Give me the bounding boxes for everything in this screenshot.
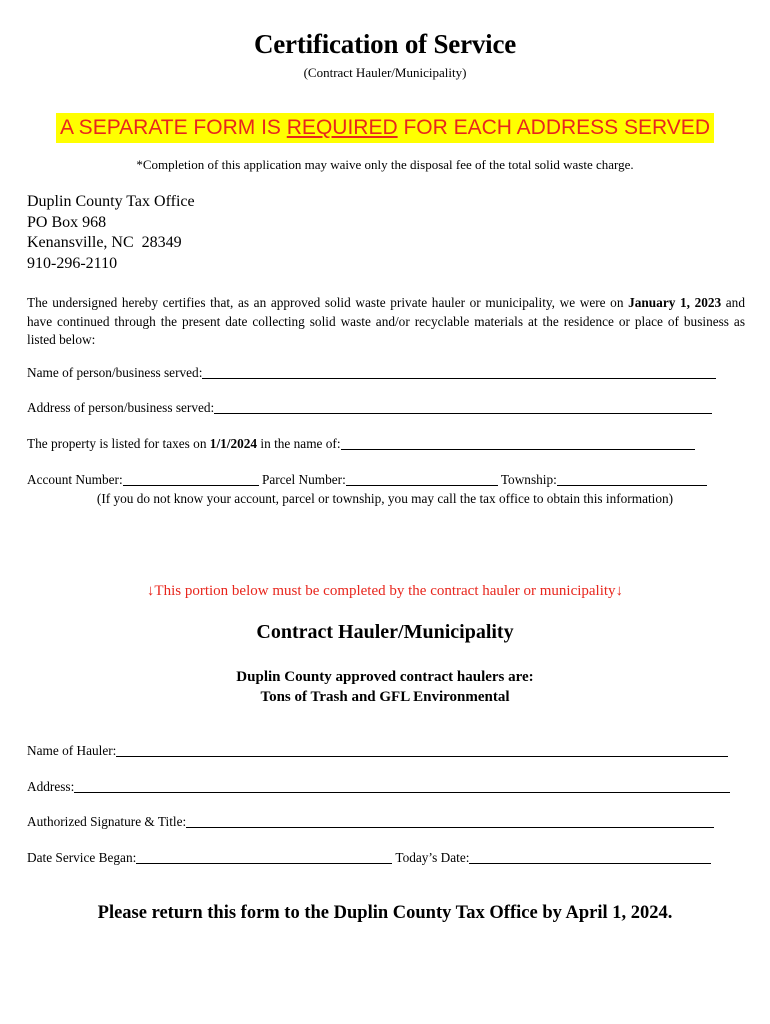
signature-label: Authorized Signature & Title: xyxy=(27,814,187,829)
help-text: (If you do not know your account, parcel or township, you may call the tax office to obtain this information) xyxy=(96,491,674,506)
banner-after: FOR EACH ADDRESS SERVED xyxy=(397,116,710,139)
served-name-line[interactable] xyxy=(202,366,716,379)
tax-name-field xyxy=(27,436,695,452)
required-banner xyxy=(0,113,770,143)
banner-before: A SEPARATE FORM IS xyxy=(60,116,287,139)
tax-label-1: The property is listed for taxes on xyxy=(27,436,210,451)
parcel-label: Parcel Number: xyxy=(258,472,346,487)
dates-field xyxy=(27,850,711,866)
signature-line[interactable] xyxy=(186,815,714,828)
hauler-address-label: Address: xyxy=(27,779,75,794)
approved-list: Tons of Trash and GFL Environmental xyxy=(260,689,510,705)
office-address xyxy=(27,192,195,274)
cert-text-1: The undersigned hereby certifies that, as an approved solid waste private hauler or municipality, we were on xyxy=(27,295,629,310)
approved-haulers xyxy=(0,667,770,707)
office-name: Duplin County Tax Office xyxy=(27,193,195,210)
account-line[interactable] xyxy=(123,473,259,486)
return-instructions: Please return this form to the Duplin County Tax Office by April 1, 2024. xyxy=(97,903,673,923)
hauler-heading: Contract Hauler/Municipality xyxy=(256,621,514,643)
form-title: Certification of Service xyxy=(253,29,517,59)
date-began-label: Date Service Began: xyxy=(27,850,137,865)
served-address-label: Address of person/business served: xyxy=(27,400,215,415)
office-box: PO Box 968 xyxy=(27,213,107,231)
township-label: Township: xyxy=(497,472,557,487)
hauler-address-field xyxy=(27,779,730,795)
township-line[interactable] xyxy=(557,473,707,486)
served-address-line[interactable] xyxy=(214,401,712,414)
approved-intro: Duplin County approved contract haulers are: xyxy=(236,669,534,685)
tax-name-line[interactable] xyxy=(341,437,695,450)
tax-date: 1/1/2024 xyxy=(209,436,258,451)
signature-field xyxy=(27,814,714,830)
banner-text xyxy=(56,113,714,143)
served-name-label: Name of person/business served: xyxy=(27,365,203,380)
hauler-instruction: ↓This portion below must be completed by the contract hauler or municipality↓ xyxy=(146,583,624,599)
date-began-line[interactable] xyxy=(136,851,392,864)
hauler-name-field xyxy=(27,743,728,759)
office-city: Kenansville, NC 28349 xyxy=(27,234,182,251)
hauler-name-label: Name of Hauler: xyxy=(27,743,117,758)
served-name-field xyxy=(27,365,716,381)
tax-label-2: in the name of: xyxy=(257,436,341,451)
todays-date-label: Today’s Date: xyxy=(392,850,470,865)
form-subtitle: (Contract Hauler/Municipality) xyxy=(303,65,467,80)
certification-paragraph xyxy=(27,294,745,350)
waiver-note: *Completion of this application may waive only the disposal fee of the total solid waste charge. xyxy=(136,157,634,172)
account-parcel-township-field xyxy=(27,472,707,488)
banner-required: REQUIRED xyxy=(286,116,398,139)
cert-text-2: and have continued through the present date collecting solid waste and/or recyclable materials at the residence or place of business as listed below: xyxy=(27,295,745,347)
cert-date: January 1, 2023 xyxy=(628,295,722,310)
hauler-name-line[interactable] xyxy=(116,744,728,757)
office-phone: 910-296-2110 xyxy=(27,254,118,272)
hauler-address-line[interactable] xyxy=(74,780,730,793)
served-address-field xyxy=(27,400,712,416)
todays-date-line[interactable] xyxy=(469,851,711,864)
account-label: Account Number: xyxy=(27,472,123,487)
parcel-line[interactable] xyxy=(346,473,498,486)
